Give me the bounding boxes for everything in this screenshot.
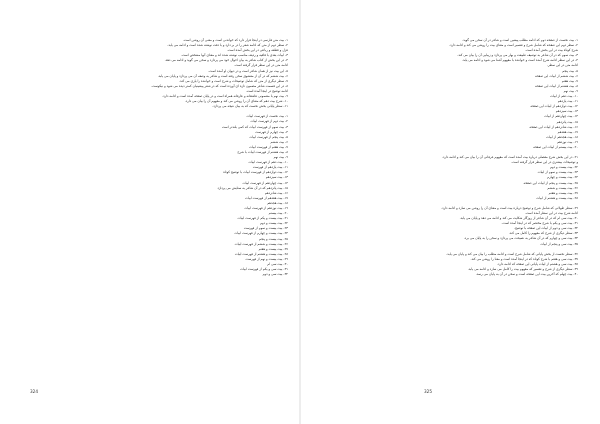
text-line: و توضیحات بیشتری در این سطر قرار گرفته است. <box>511 160 578 165</box>
text-line: ۳- ابیات بعدی با قافیه و ردیف مناسب نوشته شده اند و معنای آنها مشخص است. <box>180 53 288 58</box>
text-line: ۲۲- بیت بیست و دوم <box>550 165 578 170</box>
text-line: ۷- سطر دیگری از متن که شامل توضیحات و شرح است و خواننده را یاری می کند. <box>179 78 288 83</box>
list-line: ۴- بیت چهارم از فهرست <box>255 129 288 134</box>
text-line: ۲۵- بیت بیست و پنجم از ابیات این صفحه <box>523 180 578 185</box>
text-line: ۸- در این قسمت شاعر مضمون تازه ای آورده است که در شعر پیشینیان کمتر دیده می شود و نیکوست. <box>151 83 288 88</box>
text-line: ۴- در این سطر ادامه شرح آمده است و خواننده با مفهوم آشنا می شود و ادامه می یابد. <box>461 58 578 63</box>
text-line: ادامه متن در این سطر قرار گرفته است. <box>234 63 288 68</box>
text-line: ۳۶- سطر نخست از بخش پایانی که شامل شرح است و ادامه مطلب را بیان می کند و پایان می یابد. <box>446 251 578 256</box>
text-line: ۴۰- بیت چهلم که آخرین بیت این صفحه است و سخن در آن به پایان می رسد. <box>475 272 578 277</box>
text-line: ۲۰- بیت بیستم از ابیات این صفحه <box>533 144 578 149</box>
list-line: ۲۷- بیت بیست و هفتم <box>258 246 288 251</box>
text-line: ۱۲- بیت دوازدهم از ابیات این صفحه <box>530 104 578 109</box>
list-line: ۳- بیت سوم از فهرست ابیات که کمی بلندتر است <box>221 124 288 129</box>
list-line: ۸- بیت هشتم از فهرست ابیات با شرح <box>237 149 288 154</box>
page-number-right: 325 <box>424 389 432 394</box>
list-line: ۳۱- بیت سی و یکم از فهرست ابیات <box>240 267 288 272</box>
list-line: ۶- بیت ششم <box>270 139 288 144</box>
list-line: ۲۰- بیت بیستم <box>268 211 288 216</box>
list-line: ۱۲- بیت دوازدهم از فهرست ابیات با توضیح کوتاه <box>223 170 288 175</box>
text-line: ۵- بیت پنجم <box>562 68 578 73</box>
list-line: ۲۴- بیت بیست و چهارم از فهرست ابیات <box>234 231 288 236</box>
text-line: ۱۰- شرح بیت دهم که معنای آن را روشن می کند و مفهوم آن را بیان می دارد. <box>184 99 288 104</box>
list-line: ۲۲- بیت بیست و دوم <box>260 221 288 226</box>
list-line: ۱۹- بیت نوزدهم از فهرست ابیات <box>244 206 288 210</box>
text-line: ۳۷- بیت سی و هفتم با شرح کوتاه که در اینجا آمده است و معنا را روشن می کند. <box>470 256 578 261</box>
text-line: ۲۴- بیت بیست و چهارم <box>547 175 578 180</box>
list-line: ۱۱- بیت یازدهم از فهرست <box>252 165 288 170</box>
list-line: ۲- بیت دوم از فهرست ابیات <box>250 119 288 124</box>
list-line: ۲۳- بیت بیست و سوم از فهرست <box>243 226 288 231</box>
list-line: ۱۶- بیت شانزدهم <box>264 190 288 195</box>
text-line: ۱۴- بیت چهاردهم از ابیات <box>544 114 578 119</box>
text-line: ۵- این بیت نیز از همان شاعر است و در دیوان او آمده است. <box>208 68 288 73</box>
text-line: ۲۳- بیت بیست و سوم از ابیات <box>537 170 578 175</box>
list-line: ۱۳- بیت سیزدهم <box>265 175 288 180</box>
text-line: ۲۹- سطر طولانی که شامل شرح و توضیح درباره بیت است و معنای آن را روشن می سازد و ادامه دارد. <box>441 205 578 210</box>
text-line: ۱- بیت نخست از صفحه دوم که ادامه مطلب پیشین است و شاعر در آن سخن می گوید. <box>462 38 578 42</box>
list-line: ۱۷- بیت هفدهم از فهرست ابیات <box>244 195 288 200</box>
text-line: ۱۵- بیت پانزدهم <box>556 119 578 124</box>
text-line: ۶- بیت ششم که در آن از معشوق سخن رفته است و شاعر به وصف آن می پردازد و پایان می یابد. <box>157 73 288 78</box>
text-line: ۲۱- در این بخش شرح مفصلی درباره بیت آمده است که مفهوم عرفانی آن را بیان می کند و ادامه دارد. <box>441 155 578 160</box>
text-line: ۲- سطر دوم از متن که ادامه شعر را در بر دارد و با دقت نوشته شده است و ادامه می یابد. <box>167 43 288 48</box>
text-line: ۹- بیت نهم با مضمونی عاشقانه و عارفانه همراه است و در پایان صفحه آمده است و ادامه دارد. <box>162 94 288 99</box>
text-line: غزل و قطعه و رباعی در این بخش آمده است. <box>226 48 288 53</box>
text-line: ۸- بیت هشتم از ابیات این صفحه <box>535 83 578 88</box>
page-number-left: 324 <box>30 389 38 394</box>
list-line: ۲۹- بیت بیست و نهم از فهرست <box>245 256 288 261</box>
text-line: ۱۹- بیت نوزدهم <box>557 139 578 144</box>
list-line: ۳۰- بیت سی ام <box>267 262 288 267</box>
text-line: ادامه شرح بیت در این سطر آمده است. <box>524 211 578 215</box>
right-page-text <box>312 38 578 277</box>
text-line: ۳۱- بیت سی و یکم با شرح مختصر که در اینجا آمده است. <box>501 221 578 226</box>
text-line: ۲۶- بیت بیست و ششم <box>547 185 578 190</box>
text-line: ادامه متن در این سطر. <box>547 63 578 68</box>
list-line: ۱۴- بیت چهاردهم از فهرست ابیات <box>242 180 288 185</box>
list-line: ۹- بیت نهم <box>273 155 288 160</box>
text-line: ۹- بیت نهم <box>563 88 578 93</box>
list-line: ۱۸- بیت هجدهم <box>267 200 288 205</box>
text-line: ۶- بیت ششم از ابیات این صفحه <box>535 73 578 78</box>
left-page-text <box>20 38 288 277</box>
text-line: ۱۸- بیت هجدهم از ابیات <box>546 134 578 139</box>
text-line: ۲۸- بیت بیست و هشتم از ابیات <box>536 195 578 200</box>
list-line: ۷- بیت هفتم از فهرست ابیات <box>249 144 288 149</box>
list-line: ۲۸- بیت بیست و هشتم از فهرست ابیات <box>234 251 288 256</box>
text-line: شرح کوتاه بیت در این بخش آمده است. <box>524 48 578 53</box>
text-line: ۴- در این بخش از کتاب شاعر به بیان احوال خود می پردازد و سخن می گوید و ادامه می دهد. <box>164 58 288 63</box>
list-line: ۲۱- بیت بیست و یکم از فهرست ابیات <box>237 216 288 221</box>
text-line: ۱۰- بیت دهم از ابیات <box>550 94 578 99</box>
list-line: ۱۵- بیت پانزدهم که در آن شاعر به ستایش می پردازد <box>217 185 288 190</box>
list-line: ۵- بیت پنجم از فهرست ابیات <box>249 134 288 139</box>
text-line: ۳۵- بیت سی و پنجم از ابیات <box>540 241 578 246</box>
text-line: ۳۹- سطر دیگری از شرح و تفسیر که مفهوم بیت را کامل می سازد و ادامه می یابد. <box>467 266 578 271</box>
text-line: ۳۰- بیت سی ام که در آن شاعر از روزگار شکایت می کند و ادامه می دهد و پایان می یابد. <box>459 216 578 221</box>
text-line: ۳۲- بیت سی و دوم از ابیات این صفحه با توضیح. <box>513 226 578 231</box>
list-line: ۲۶- بیت بیست و ششم از فهرست ابیات <box>234 241 288 246</box>
text-line: ۱۱- بیت یازدهم <box>557 99 578 104</box>
right-page <box>300 0 600 424</box>
text-line: ۳۸- بیت سی و هشتم از ابیات پایانی این صفحه که ادامه دارد. <box>497 261 578 266</box>
text-line: ۱۶- بیت شانزدهم از ابیات این صفحه <box>529 124 578 129</box>
text-line: ۳۳- سطر دیگری از شرح که مفهوم را کامل می کند. <box>508 231 578 236</box>
text-line: ۷- بیت هفتم <box>561 78 578 83</box>
text-line: ۱۳- بیت سیزدهم <box>555 109 578 114</box>
list-line: ۲۵- بیت بیست و پنجم <box>258 236 288 241</box>
list-line: ۳۲- بیت سی و دوم <box>262 272 288 277</box>
list-line: ۱- بیت نخست از فهرست ابیات <box>246 114 288 119</box>
text-line: ۲- سطر دوم این صفحه که شامل شرح و تفسیر است و معنای بیت را روشن می کند و ادامه دارد. <box>449 43 578 48</box>
text-line: ۳- بیت سوم که در آن شاعر به توصیف طبیعت و بهار می پردازد و زیبایی آن را بیان می کند. <box>457 53 578 58</box>
text-line: ۲۷- بیت بیست و هفتم <box>548 190 578 195</box>
text-line: ۳۴- بیت سی و چهارم که در آن شاعر به نصیحت می پردازد و سخن را به پایان می برد. <box>463 236 578 241</box>
text-line: ادامه توضیح در اینجا آمده است. <box>245 88 288 93</box>
list-line: ۱۰- بیت دهم از فهرست ابیات <box>248 160 288 165</box>
text-line: ۱۱- سطر پایانی بخش نخست که به بیان نتیجه می پردازد. <box>212 104 288 109</box>
text-line: ۱۷- بیت هفدهم <box>557 129 578 134</box>
text-line: ۱- بیت متن فارسی در اینجا قرار دارد که خواندنی است و معنی آن روشن است. <box>182 38 288 42</box>
